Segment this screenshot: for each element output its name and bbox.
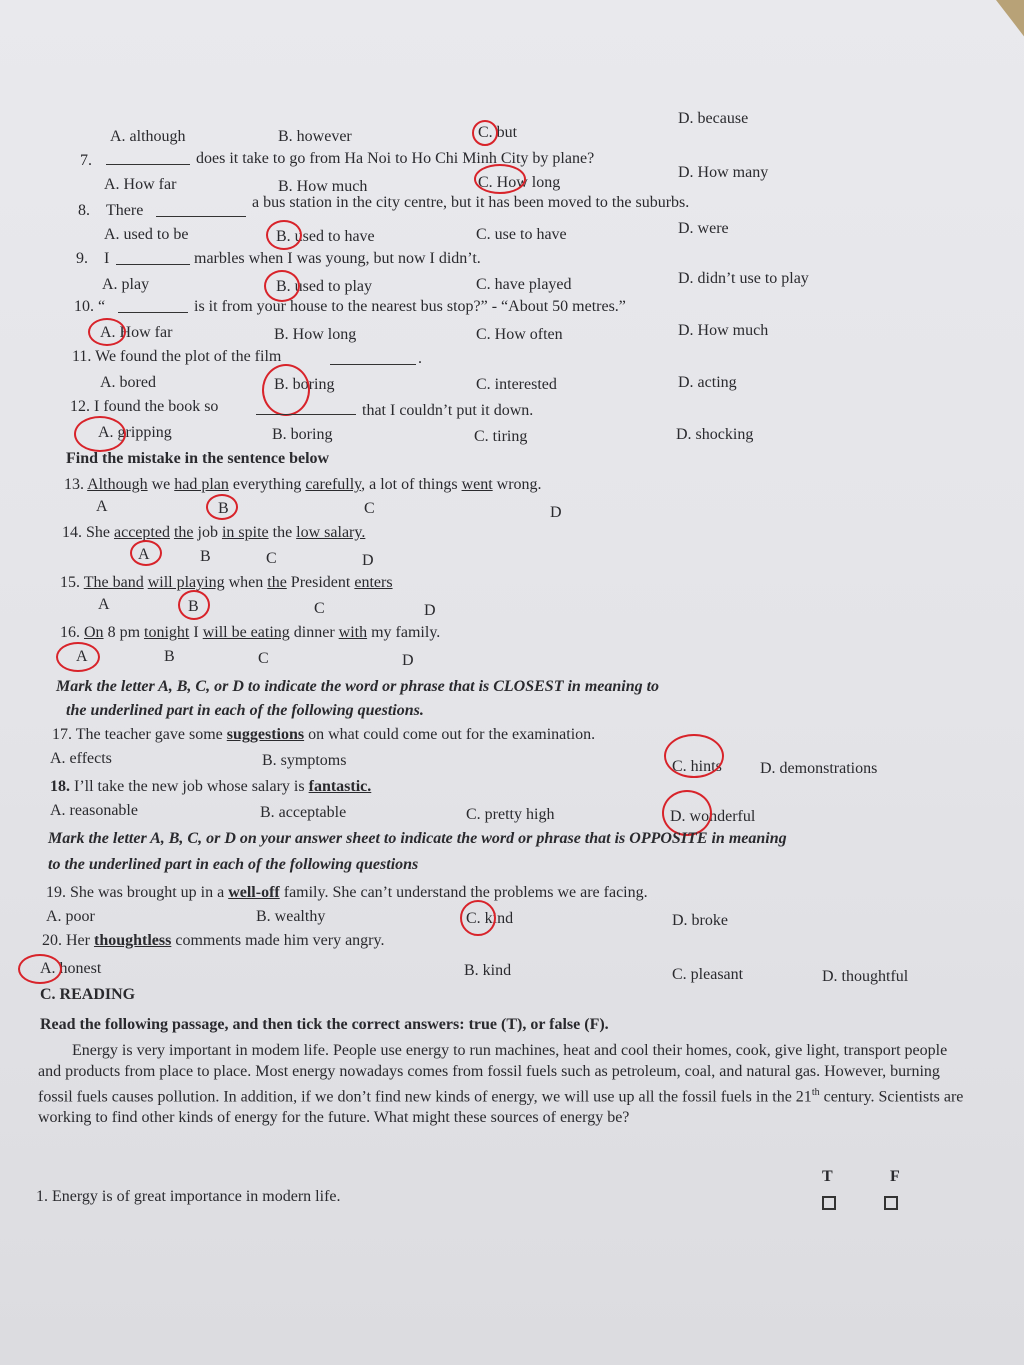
q20-option-a: A. honest: [40, 960, 102, 977]
q7-option-a: A. How far: [104, 176, 177, 193]
q15-letter-b: B: [188, 598, 199, 615]
q9-pre: I: [104, 250, 110, 267]
statement-1: 1. Energy is of great importance in modern life.: [36, 1188, 341, 1205]
q7-option-c: C. How long: [478, 174, 561, 191]
q17-sentence: 17. The teacher gave some suggestions on what could come out for the examination.: [52, 726, 596, 743]
answer-blank: [118, 300, 188, 313]
q11-option-b: B. boring: [274, 376, 335, 393]
q16-sentence: 16. On 8 pm tonight I will be eating dinner with my family.: [60, 624, 441, 641]
q8-pre: There: [106, 202, 144, 219]
q11-text: 11. We found the plot of the film: [72, 348, 282, 365]
q8-option-b: B. used to have: [276, 228, 375, 245]
answer-circle: [474, 164, 526, 194]
answer-circle: [130, 540, 162, 566]
column-true-label: T: [822, 1168, 833, 1185]
q20-option-d: D. thoughtful: [822, 968, 909, 985]
q14-letter-a: A: [138, 546, 150, 563]
q18-sentence: 18. I’ll take the new job whose salary is fantastic.: [50, 778, 372, 795]
q16-letter-d: D: [402, 652, 414, 669]
q17-option-d: D. demonstrations: [760, 760, 878, 777]
q15-sentence: 15. The band will playing when the President enters: [60, 574, 393, 591]
q10-option-b: B. How long: [274, 326, 357, 343]
q12-option-a: A. gripping: [98, 424, 172, 441]
q19-option-d: D. broke: [672, 912, 728, 929]
reading-heading: C. READING: [40, 986, 136, 1003]
q10-option-c: C. How often: [476, 326, 563, 343]
q18-option-c: C. pretty high: [466, 806, 555, 823]
q9-number: 9.: [76, 250, 88, 267]
false-checkbox[interactable]: [884, 1196, 898, 1210]
q19-option-b: B. wealthy: [256, 908, 326, 925]
q20-option-b: B. kind: [464, 962, 512, 979]
q15-letter-a: A: [98, 596, 110, 613]
q9-option-a: A. play: [102, 276, 150, 293]
q16-letter-a: A: [76, 648, 88, 665]
q7-option-b: B. How much: [278, 178, 368, 195]
answer-circle: [178, 590, 210, 620]
answer-circle: [460, 900, 496, 936]
q8-number: 8.: [78, 202, 90, 219]
q18-option-d: D. wonderful: [670, 808, 756, 825]
answer-circle: [664, 734, 724, 778]
q13-sentence: 13. Although we had plan everything carefully, a lot of things went wrong.: [64, 476, 542, 493]
q10-option-d: D. How much: [678, 322, 769, 339]
q8-text: a bus station in the city centre, but it has been moved to the suburbs.: [252, 194, 690, 211]
q20-option-c: C. pleasant: [672, 966, 744, 983]
q17-option-b: B. symptoms: [262, 752, 347, 769]
q17-option-c: C. hints: [672, 758, 722, 775]
q6-option-c: C. but: [478, 124, 518, 141]
q6-option-d: D. because: [678, 110, 749, 127]
section-heading-opposite-2: to the underlined part in each of the following questions: [48, 856, 419, 873]
q19-option-c: C. kind: [466, 910, 514, 927]
section-heading-closest-1: Mark the letter A, B, C, or D to indicate the word or phrase that is CLOSEST in meaning to: [56, 678, 660, 695]
q14-letter-c: C: [266, 550, 277, 567]
q10-text: is it from your house to the nearest bus stop?” - “About 50 metres.”: [194, 298, 626, 315]
q10-option-a: A. How far: [100, 324, 173, 341]
q14-letter-d: D: [362, 552, 374, 569]
answer-blank: [106, 152, 190, 165]
q17-option-a: A. effects: [50, 750, 112, 767]
q12-option-c: C. tiring: [474, 428, 528, 445]
q8-option-d: D. were: [678, 220, 729, 237]
q10-number: 10. “: [74, 298, 106, 315]
answer-circle: [472, 120, 498, 146]
q9-option-d: D. didn’t use to play: [678, 270, 809, 287]
q6-option-b: B. however: [278, 128, 352, 145]
q12-option-b: B. boring: [272, 426, 333, 443]
q11-option-a: A. bored: [100, 374, 156, 391]
q12-pre: 12. I found the book so: [70, 398, 219, 415]
q9-option-c: C. have played: [476, 276, 572, 293]
answer-blank: [256, 402, 356, 415]
reading-instruction: Read the following passage, and then tick the correct answers: true (T), or false (F).: [40, 1016, 609, 1033]
answer-circle: [266, 220, 302, 250]
q11-option-c: C. interested: [476, 376, 557, 393]
q15-letter-d: D: [424, 602, 436, 619]
q11-end: .: [418, 350, 422, 367]
q19-option-a: A. poor: [46, 908, 95, 925]
q12-option-d: D. shocking: [676, 426, 754, 443]
answer-circle: [88, 318, 126, 346]
q7-option-d: D. How many: [678, 164, 769, 181]
q18-option-b: B. acceptable: [260, 804, 347, 821]
q16-letter-c: C: [258, 650, 269, 667]
q6-option-a: A. although: [110, 128, 186, 145]
q19-sentence: 19. She was brought up in a well-off family. She can’t understand the problems we are facing.: [46, 884, 648, 901]
answer-blank: [330, 352, 416, 365]
true-checkbox[interactable]: [822, 1196, 836, 1210]
q7-text: does it take to go from Ha Noi to Ho Chi Minh City by plane?: [196, 150, 595, 167]
q14-letter-b: B: [200, 548, 211, 565]
reading-passage: Energy is very important in modem life. People use energy to run machines, heat and cool their homes, cook, give light, transport people and products from place to place. Most energy nowadays comes from fossil fuels such as petroleum, coal, and natural gas. However, burning fossil fuels causes pollution. In addition, if we don’t find new kinds of energy, we will use up all the fossil fuels in the 21th century. Scientists are working to find other kinds of energy for the future. What might these sources of energy be?: [38, 1042, 964, 1127]
column-false-label: F: [890, 1168, 900, 1185]
q8-option-a: A. used to be: [104, 226, 189, 243]
q13-letter-c: C: [364, 500, 375, 517]
answer-blank: [116, 252, 190, 265]
section-heading-mistake: Find the mistake in the sentence below: [66, 450, 330, 467]
answer-circle: [206, 494, 238, 520]
q12-text: that I couldn’t put it down.: [362, 402, 534, 419]
q20-sentence: 20. Her thoughtless comments made him very angry.: [42, 932, 385, 949]
answer-blank: [156, 204, 246, 217]
q14-sentence: 14. She accepted the job in spite the low salary.: [62, 524, 366, 541]
q13-letter-d: D: [550, 504, 562, 521]
q8-option-c: C. use to have: [476, 226, 567, 243]
answer-circle: [74, 416, 126, 452]
q11-option-d: D. acting: [678, 374, 737, 391]
answer-circle: [56, 642, 100, 672]
q13-letter-a: A: [96, 498, 108, 515]
q9-option-b: B. used to play: [276, 278, 372, 295]
q13-letter-b: B: [218, 500, 229, 517]
q15-letter-c: C: [314, 600, 325, 617]
q16-letter-b: B: [164, 648, 175, 665]
q18-option-a: A. reasonable: [50, 802, 138, 819]
section-heading-opposite-1: Mark the letter A, B, C, or D on your answer sheet to indicate the word or phrase that is OPPOSITE in meaning: [48, 830, 787, 847]
q7-number: 7.: [80, 152, 92, 169]
section-heading-closest-2: the underlined part in each of the following questions.: [66, 702, 424, 719]
answer-circle: [18, 954, 62, 984]
q9-text: marbles when I was young, but now I didn’t.: [194, 250, 481, 267]
